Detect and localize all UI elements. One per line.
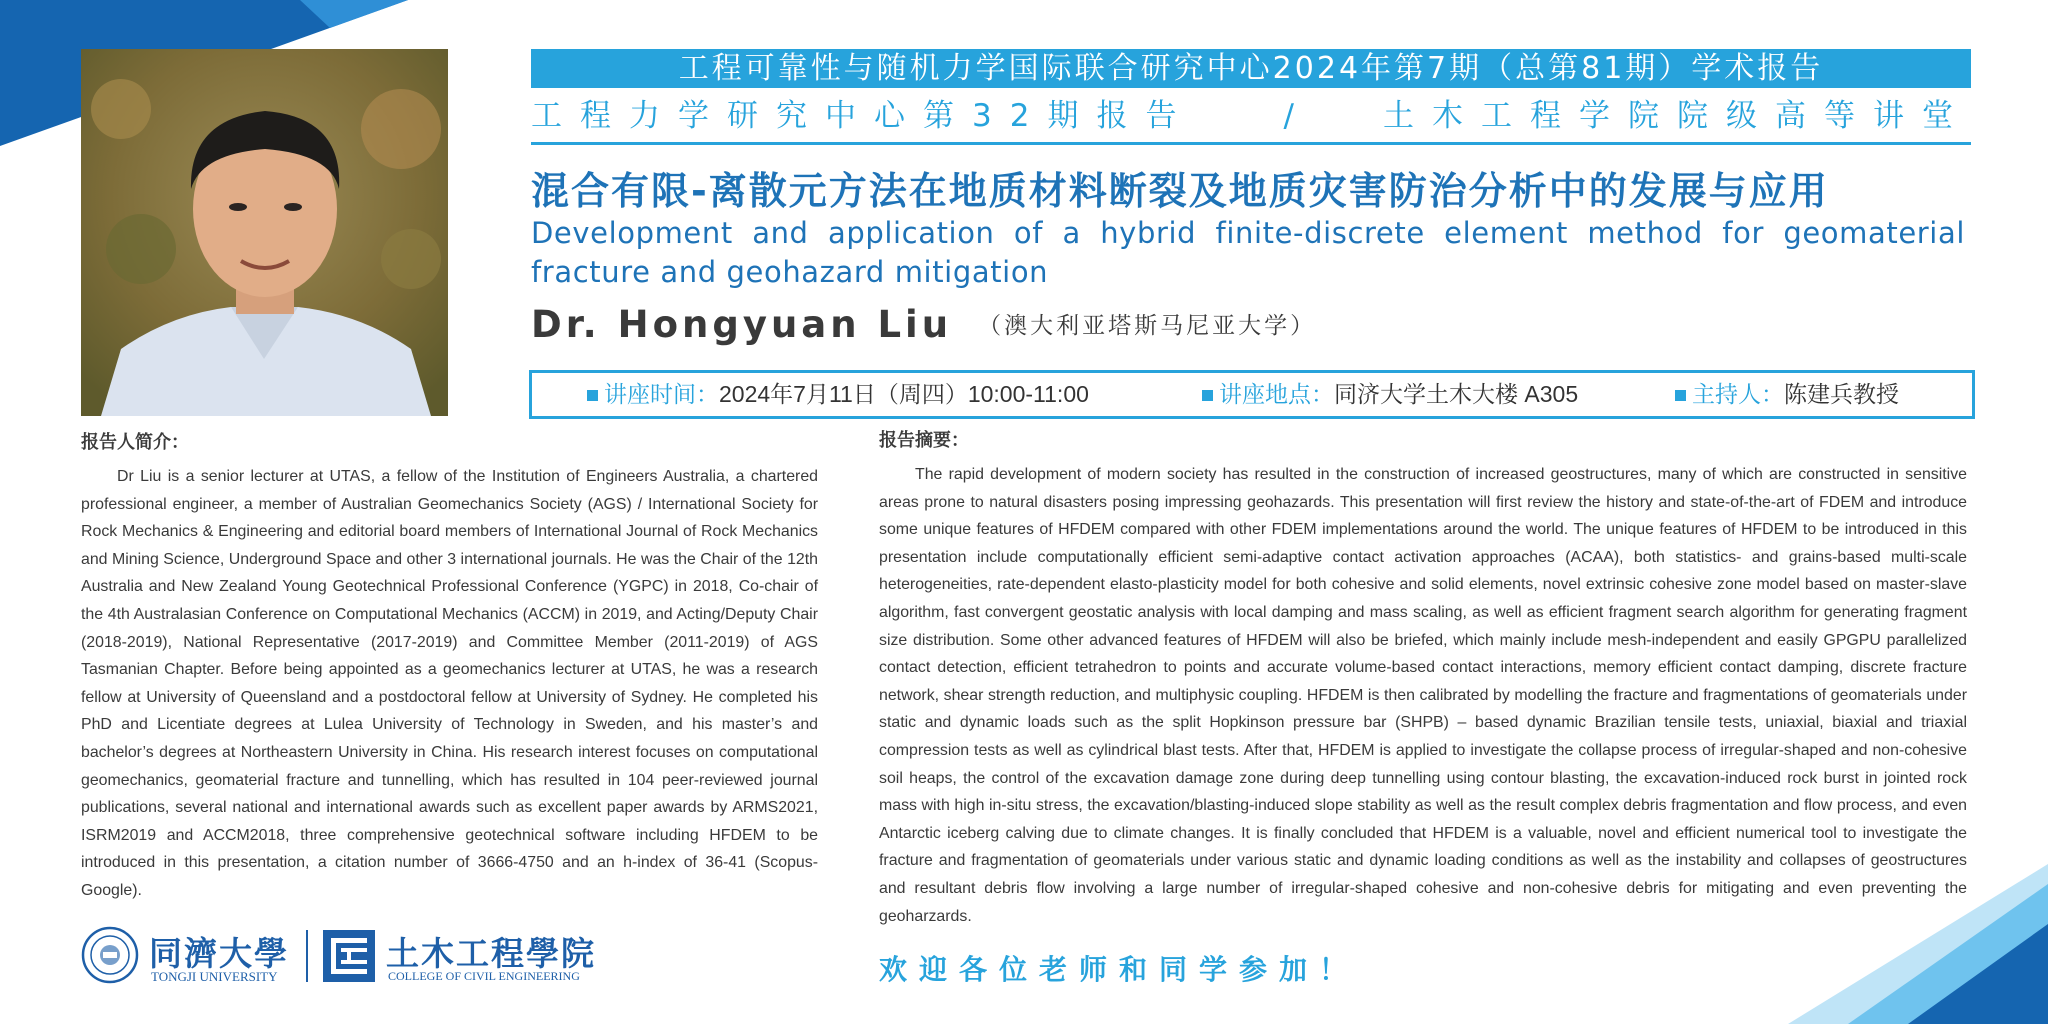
lecture-time [587,373,1089,416]
lecture-place [1202,373,1578,416]
lecture-host-value: 陈建兵教授 [1784,381,1899,407]
welcome-message: 欢迎各位老师和同学参加！ [879,953,1360,986]
lecture-host-label: 主持人： [1692,381,1784,407]
college-emblem-icon [323,930,375,982]
college-logo-chinese: 土木工程學院 [386,934,596,973]
lecture-time-label: 讲座时间： [604,381,719,407]
subbanner-right: 土木工程学院院级高等讲堂 [1383,98,1971,134]
speaker-affiliation: （澳大利亚塔斯马尼亚大学） [978,313,1317,339]
talk-title-english: Development and application of a hybrid finite-discrete element method for geomaterial fracture and geohazard mitigation [531,216,1965,289]
speaker-photo [81,49,448,416]
subbanner-left: 工程力学研究中心第32期报告 [531,98,1195,134]
subbanner-separator: / [1283,98,1294,134]
speaker-name: Dr. Hongyuan Liu [531,303,953,346]
lecture-place-label: 讲座地点： [1219,381,1334,407]
bullet-square-icon [1202,390,1213,401]
bio-text: Dr Liu is a senior lecturer at UTAS, a fellow of the Institution of Engineers Australia, a chartered professional engineer, a member of Australian Geomechanics Society (AGS) / International Society for Rock Mechanics & Engineering and editorial board members of International Journal of Rock Mechanics and Mining Science, Underground Space and other 3 international journals. He was the Chair of the 12th Australia and New Zealand Young Geotechnical Professional Conference (YGPC) in 2018, Co-chair of the 4th Australasian Conference on Computational Mechanics (ACCM) in 2019, and Acting/Deputy Chair (2018-2019), National Representative (2017-2019) and Committee Member (2011-2019) of AGS Tasmanian Chapter. Before being appointed as a geomechanics lecturer at UTAS, he was a research fellow at University of Queensland and a postdoctoral fellow at University of Sydney. He completed his PhD and Licentiate degrees at Lulea University of Technology in Sweden, and his master’s and bachelor’s degrees at Northeastern University in China. His research interest focuses on computational geomechanics, geomaterial fracture and tunnelling, which has resulted in 104 peer-reviewed journal publications, several national and international awards such as excellent paper awards by ARMS2021, ISRM2019 and ACCM2018, three comprehensive geotechnical software including HFDEM to be introduced in this presentation, a citation number of 3666-4750 and an h-index of 36-41 (Scopus-Google). [81,468,818,899]
bio-heading: 报告人简介： [81,432,189,453]
logo-divider [306,930,308,982]
bullet-square-icon [1675,390,1686,401]
series-subbanner [531,94,1971,138]
lecture-place-value: 同济大学土木大楼 A305 [1334,381,1579,407]
college-logo-english: COLLEGE OF CIVIL ENGINEERING [388,969,580,983]
series-banner: 工程可靠性与随机力学国际联合研究中心2024年第7期（总第81期）学术报告 [531,49,1971,88]
tongji-seal-icon [81,926,139,984]
lecture-info-box [529,370,1975,419]
abstract-text: The rapid development of modern society has resulted in the construction of increased geostructures, many of which are constructed in sensitive areas prone to natural disasters posing impressing geohazards. This presentation will first review the history and state-of-the-art of FDEM and introduce some unique features of HFDEM compared with other FDEM implementations around the world. The unique features of HFDEM to be introduced in this presentation include computationally efficient semi-adaptive contact activation approaches (ACAA), both statistics- and grains-based multi-scale heterogeneities, rate-dependent elasto-plasticity model for both cohesive and solid elements, novel extrinsic cohesive zone model based on master-slave algorithm, fast convergent geostatic analysis with local damping and mass scaling, as well as efficient fragment search algorithm for generating fragment size distribution. Some other advanced features of HFDEM will also be briefed, which mainly include mesh-independent and easily GPGPU parallelized contact detection, efficient tetrahedron to points and accurate volume-based contact interactions, memory efficient contact damping, discrete fracture network, shear strength reduction, and multiphysic coupling. HFDEM is then calibrated by modelling the fracture and fragmentations of geomaterials under static and dynamic loads such as the split Hopkinson pressure bar (SHPB) – based dynamic Brazilian tensile tests, uniaxial, biaxial and triaxial compression tests as well as cylindrical blast tests. After that, HFDEM is applied to investigate the collapse process of irregular-shaped and non-cohesive soil heaps, the control of the excavation damage zone during deep tunnelling using contour blasting, the excavation-induced rock burst in jointed rock mass with high in-situ stress, the excavation/blasting-induced slope stability as well as the result complex debris fragmentation and flow process, and even Antarctic iceberg calving due to climate changes. It is finally concluded that HFDEM is a valuable, novel and efficient numerical tool to investigate the fracture and fragmentation of geomaterials under various static and dynamic loading conditions as well as the instability and collapses of geostructures and resultant debris flow involving a large number of irregular-shaped cohesive and non-cohesive debris for mitigating and even preventing the geoharzards. [879,466,1967,925]
header-divider [531,142,1971,145]
lecture-time-value: 2024年7月11日（周四）10:00-11:00 [719,381,1089,407]
tongji-logo-chinese: 同濟大學 [149,934,289,973]
speaker-line [531,303,1316,346]
tongji-logo-english: TONGJI UNIVERSITY [151,969,278,984]
bullet-square-icon [587,390,598,401]
talk-title-chinese: 混合有限-离散元方法在地质材料断裂及地质灾害防治分析中的发展与应用 [531,169,1829,213]
abstract-heading: 报告摘要： [879,430,969,451]
lecture-host [1675,373,1899,416]
